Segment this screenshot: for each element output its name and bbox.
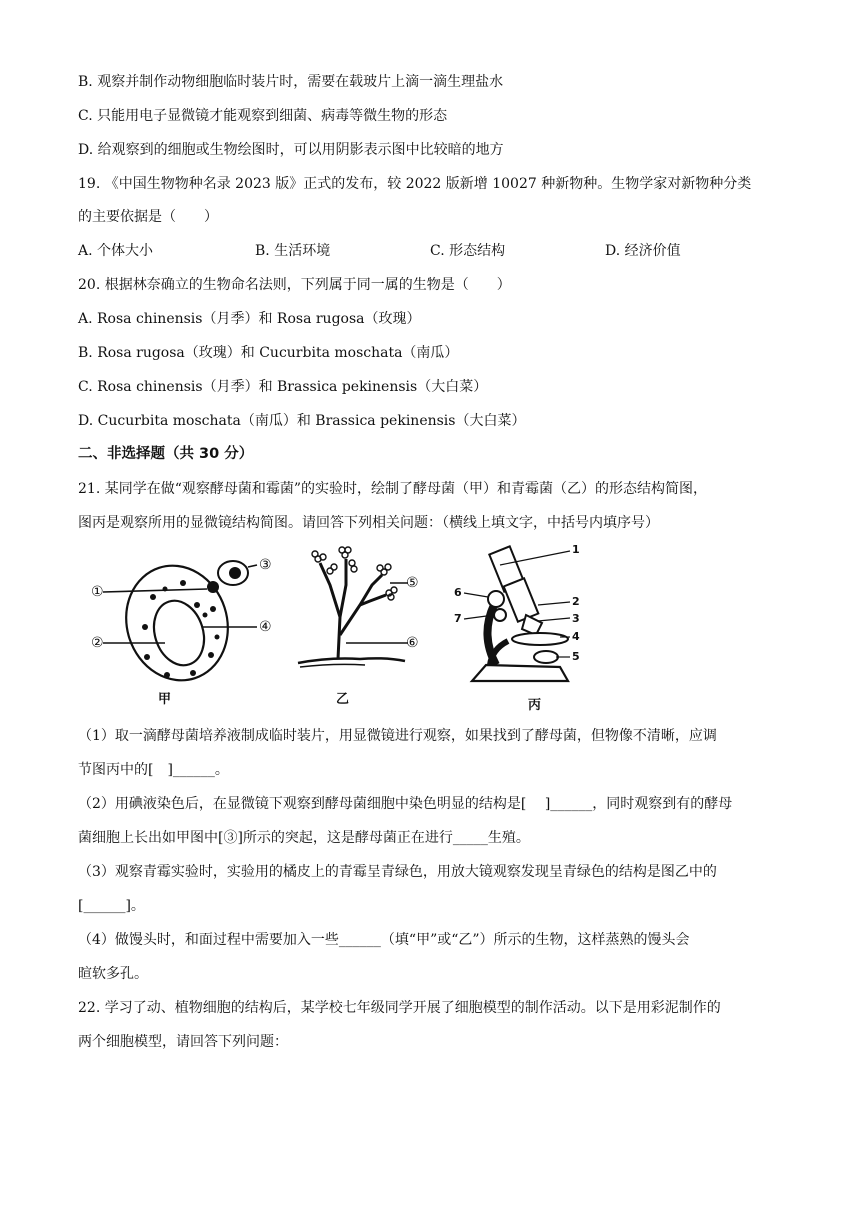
microscope-figure bbox=[450, 545, 600, 695]
q21-part3-line1: （3）观察青霉实验时，实验用的橘皮上的青霉呈青绿色，用放大镜观察发现呈青绿色的结构是图乙中的 bbox=[78, 864, 717, 880]
yeast-label-2: ② bbox=[91, 635, 104, 651]
scope-label-4: 4 bbox=[572, 630, 580, 643]
q19-stem-line2: 的主要依据是（ ） bbox=[78, 209, 218, 225]
yeast-figure bbox=[85, 545, 285, 695]
q20-option-b: B. Rosa rugosa（玫瑰）和 Cucurbita moschata（南瓜） bbox=[78, 345, 459, 361]
mold-label-6: ⑥ bbox=[406, 635, 419, 651]
q20-stem: 20. 根据林奈确立的生物命名法则，下列属于同一属的生物是（ ） bbox=[78, 277, 511, 293]
q21-part4-line2: 暄软多孔。 bbox=[78, 966, 148, 982]
q21-stem-line1: 21. 某同学在做“观察酵母菌和霉菌”的实验时，绘制了酵母菌（甲）和青霉菌（乙）的形态结构简图， bbox=[78, 481, 708, 497]
scope-label-5: 5 bbox=[572, 650, 580, 663]
yeast-label-3: ③ bbox=[259, 557, 272, 573]
caption-bing: 丙 bbox=[528, 698, 542, 713]
q21-part1-line2: 节图丙中的[ ]______。 bbox=[78, 762, 229, 778]
q21-part3-line2: [______]。 bbox=[78, 898, 145, 914]
scope-label-2: 2 bbox=[572, 595, 580, 608]
q21-part2-line1: （2）用碘液染色后，在显微镜下观察到酵母菌细胞中染色明显的结构是[ ]______，同时观察到有的酵母 bbox=[78, 796, 733, 812]
yeast-label-4: ④ bbox=[259, 619, 272, 635]
caption-yi: 乙 bbox=[336, 692, 350, 707]
q20-option-d: D. Cucurbita moschata（南瓜）和 Brassica pekinensis（大白菜） bbox=[78, 413, 526, 429]
yeast-label-1: ① bbox=[91, 584, 104, 600]
caption-jia: 甲 bbox=[158, 692, 172, 707]
q20-option-a: A. Rosa chinensis（月季）和 Rosa rugosa（玫瑰） bbox=[78, 311, 421, 327]
q22-stem-line2: 两个细胞模型，请回答下列问题： bbox=[78, 1034, 288, 1050]
q18-option-d: D. 给观察到的细胞或生物绘图时，可以用阴影表示图中比较暗的地方 bbox=[78, 142, 504, 158]
q21-part1-line1: （1）取一滴酵母菌培养液制成临时装片，用显微镜进行观察，如果找到了酵母菌，但物像不清晰，应调 bbox=[78, 728, 717, 744]
scope-label-3: 3 bbox=[572, 612, 580, 625]
mold-figure bbox=[290, 545, 430, 695]
q19-stem-line1: 19. 《中国生物物种名录 2023 版》正式的发布，较 2022 版新增 10027 种新物种。生物学家对新物种分类 bbox=[78, 176, 752, 192]
q19-option-c: C. 形态结构 bbox=[430, 243, 506, 259]
q21-stem-line2: 图丙是观察所用的显微镜结构简图。请回答下列相关问题：（横线上填文字，中括号内填序号） bbox=[78, 515, 659, 531]
scope-label-1: 1 bbox=[572, 543, 580, 556]
scope-label-6: 6 bbox=[454, 586, 462, 599]
q22-stem-line1: 22. 学习了动、植物细胞的结构后，某学校七年级同学开展了细胞模型的制作活动。以下是用彩泥制作的 bbox=[78, 1000, 721, 1016]
q19-option-d: D. 经济价值 bbox=[605, 243, 681, 259]
q19-option-a: A. 个体大小 bbox=[78, 243, 154, 259]
q18-option-b: B. 观察并制作动物细胞临时装片时，需要在载玻片上滴一滴生理盐水 bbox=[78, 74, 504, 90]
scope-label-7: 7 bbox=[454, 612, 462, 625]
mold-label-5: ⑤ bbox=[406, 575, 419, 591]
q19-option-b: B. 生活环境 bbox=[255, 243, 331, 259]
q18-option-c: C. 只能用电子显微镜才能观察到细菌、病毒等微生物的形态 bbox=[78, 108, 448, 124]
q21-part2-line2: 菌细胞上长出如甲图中[③]所示的突起，这是酵母菌正在进行_____生殖。 bbox=[78, 830, 530, 846]
q21-part4-line1: （4）做馒头时，和面过程中需要加入一些______（填“甲”或“乙”）所示的生物，这样蒸熟的馒头会 bbox=[78, 932, 690, 948]
section-heading: 二、非选择题（共 30 分） bbox=[78, 446, 254, 462]
q20-option-c: C. Rosa chinensis（月季）和 Brassica pekinensis（大白菜） bbox=[78, 379, 488, 395]
